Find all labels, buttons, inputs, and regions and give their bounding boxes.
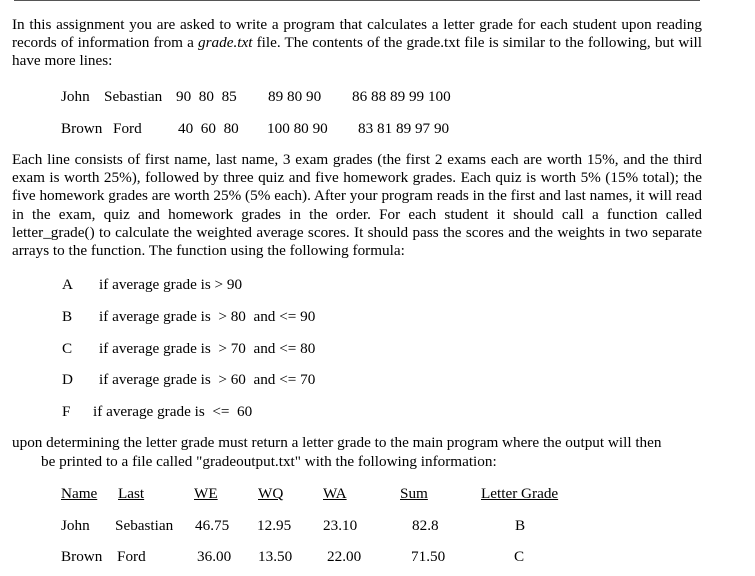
output-intro-line-1: upon determining the letter grade must return a letter grade to the main program where the output will then xyxy=(12,434,662,451)
record-2-homework: 83 81 89 97 90 xyxy=(358,120,450,137)
header-wa: WA xyxy=(323,485,347,502)
row-2-first: Brown xyxy=(61,548,103,565)
intro-text-2: file. The contents of the grade.txt file is similar to the following, but will have more lines: xyxy=(12,34,702,70)
row-1-last: Sebastian xyxy=(115,517,174,534)
description-paragraph: Each line consists of first name, last name, 3 exam grades (the first 2 exams each are worth 15%, and the third exam is worth 25%), followed by three quiz and five homework grades. Each quiz is worth 5% (15% total); the five homework grades are worth 25% (5% each). After your program reads in the first and last names, it will read in the exam, quiz and homework grades in the order. For each student it should call a function called letter_grade() to calculate the weighted average scores. It should pass the scores and the weights in two separate arrays to the function. The function using the following formula: xyxy=(12,151,702,260)
grade-letter-b: B xyxy=(62,308,73,325)
row-1-wq: 12.95 xyxy=(257,517,292,534)
record-2-first: Brown xyxy=(61,120,103,137)
header-sum: Sum xyxy=(400,485,428,502)
top-rule xyxy=(14,0,700,1)
grade-letter-f: F xyxy=(62,403,71,420)
row-2-letter: C xyxy=(514,548,525,565)
record-2-last: Ford xyxy=(113,120,142,137)
row-1-wa: 23.10 xyxy=(323,517,358,534)
record-1-last: Sebastian xyxy=(104,88,163,105)
record-2-exams: 40 60 80 xyxy=(178,120,239,137)
intro-text-1: In this assignment you are asked to write a program that calculates a letter grade for each student upon reading records of information from a xyxy=(12,16,702,52)
header-letter-grade: Letter Grade xyxy=(481,485,559,502)
row-2-last: Ford xyxy=(117,548,146,565)
intro-paragraph xyxy=(12,16,702,71)
header-name: Name xyxy=(61,485,98,502)
record-1-quizzes: 89 80 90 xyxy=(268,88,322,105)
row-1-sum: 82.8 xyxy=(412,517,439,534)
grade-letter-c: C xyxy=(62,340,73,357)
row-1-we: 46.75 xyxy=(195,517,230,534)
grade-rule-b: if average grade is > 80 and <= 90 xyxy=(99,308,316,325)
row-1-first: John xyxy=(61,517,90,534)
row-2-wa: 22.00 xyxy=(327,548,362,565)
header-we: WE xyxy=(194,485,218,502)
grade-letter-a: A xyxy=(62,276,73,293)
row-2-wq: 13.50 xyxy=(258,548,293,565)
record-2-quizzes: 100 80 90 xyxy=(267,120,328,137)
header-last: Last xyxy=(118,485,145,502)
record-1-first: John xyxy=(61,88,90,105)
row-1-letter: B xyxy=(515,517,526,534)
header-wq: WQ xyxy=(258,485,284,502)
row-2-we: 36.00 xyxy=(197,548,232,565)
record-1-homework: 86 88 89 99 100 xyxy=(352,88,451,105)
record-1-exams: 90 80 85 xyxy=(176,88,237,105)
grade-rule-f: if average grade is <= 60 xyxy=(93,403,253,420)
intro-file-name: grade.txt xyxy=(198,34,253,52)
grade-letter-d: D xyxy=(62,371,73,388)
grade-rule-a: if average grade is > 90 xyxy=(99,276,243,293)
row-2-sum: 71.50 xyxy=(411,548,446,565)
output-intro-line-2: be printed to a file called "gradeoutput.txt" with the following information: xyxy=(41,453,497,470)
grade-rule-d: if average grade is > 60 and <= 70 xyxy=(99,371,316,388)
grade-rule-c: if average grade is > 70 and <= 80 xyxy=(99,340,316,357)
